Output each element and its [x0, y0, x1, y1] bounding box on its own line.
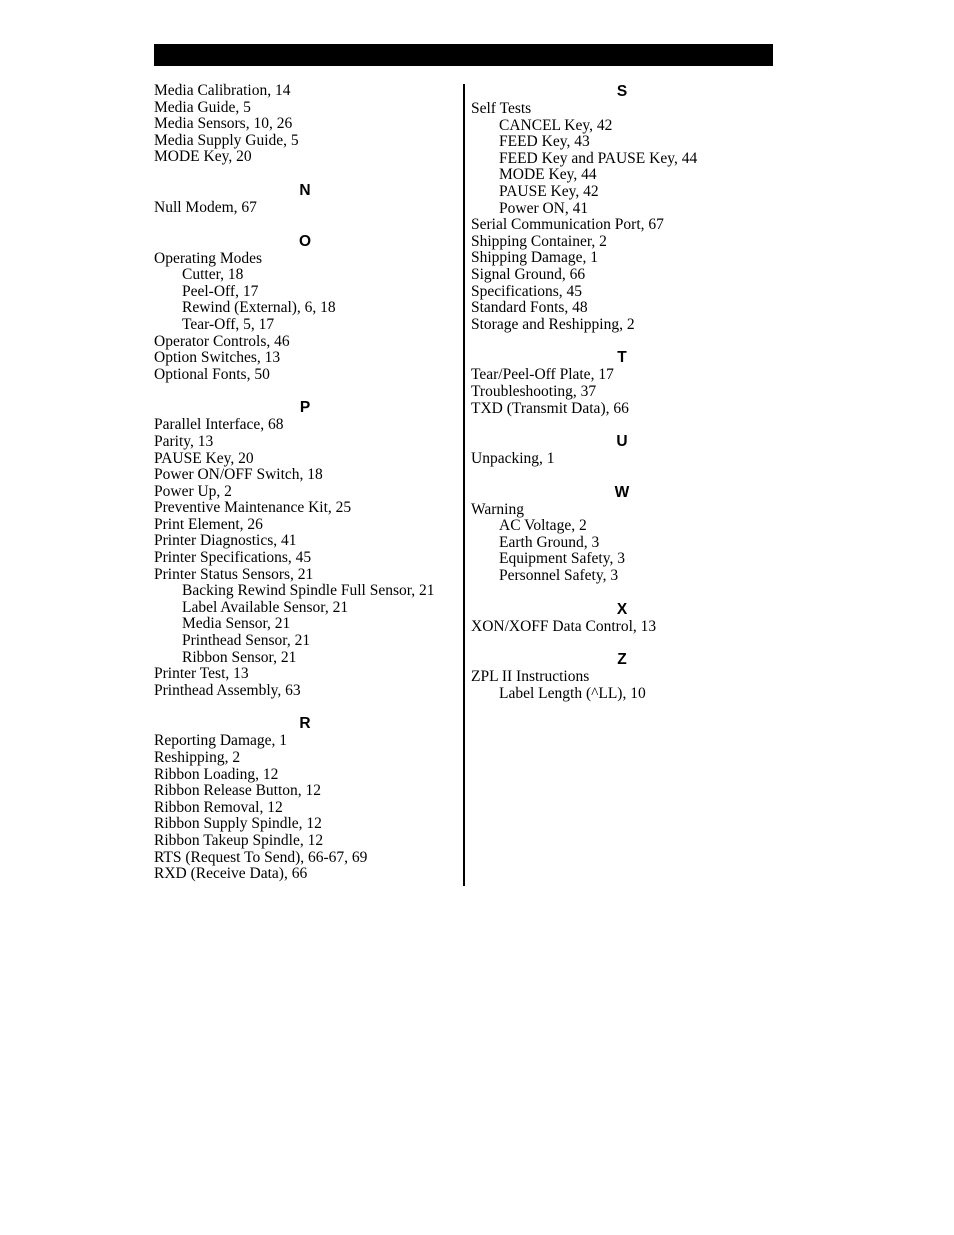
section-letter-z: Z	[617, 651, 627, 669]
index-subentry: Personnel Safety, 3	[499, 567, 619, 585]
index-entry: Reshipping, 2	[154, 749, 241, 766]
index-entry: Ribbon Removal, 12	[154, 798, 283, 816]
index-entry: Ribbon Takeup Spindle, 12	[154, 831, 324, 849]
index-entry: Preventive Maintenance Kit, 25	[154, 499, 352, 517]
index-entry: Standard Fonts, 48	[471, 299, 588, 317]
index-entry: Tear/Peel-Off Plate, 17	[471, 366, 614, 384]
section-letter-s: S	[616, 83, 628, 100]
index-entry: PAUSE Key, 20	[154, 449, 254, 467]
index-entry: Ribbon Release Button, 12	[154, 782, 322, 800]
index-entry: Ribbon Loading, 12	[154, 765, 279, 783]
index-subentry: PAUSE Key, 42	[499, 182, 599, 200]
section-gap	[154, 383, 466, 399]
index-subentry: CANCEL Key, 42	[499, 116, 613, 134]
index-subentry: Peel-Off, 17	[182, 282, 259, 300]
section-letter-r: R	[299, 715, 311, 733]
index-entry: MODE Key, 20	[154, 148, 252, 166]
index-entry: Media Guide, 5	[154, 98, 251, 116]
index-entry: Null Modem, 67	[154, 198, 257, 216]
index-entry: Reporting Damage, 1	[154, 732, 288, 750]
index-entry: Operating Modes	[154, 249, 263, 267]
index-entry: Printer Specifications, 45	[154, 549, 312, 567]
index-subentry: MODE Key, 44	[499, 166, 597, 184]
section-gap	[471, 333, 781, 349]
index-entry: Printer Test, 13	[154, 665, 249, 683]
index-entry: Parity, 13	[154, 432, 214, 450]
index-entry: Storage and Reshipping, 2	[471, 315, 635, 333]
section-letter-w: W	[614, 483, 630, 501]
index-subentry: Cutter, 18	[182, 266, 244, 284]
index-entry: Troubleshooting, 37	[471, 382, 597, 400]
section-gap	[471, 468, 781, 484]
section-letter-x: X	[616, 600, 628, 618]
index-subentry: FEED Key and PAUSE Key, 44	[499, 149, 698, 167]
index-entry: Power ON/OFF Switch, 18	[154, 466, 323, 484]
index-entry: RXD (Receive Data), 66	[154, 865, 308, 883]
index-subentry: Media Sensor, 21	[182, 615, 291, 633]
index-entry: Self Tests	[471, 100, 532, 117]
index-entry: Parallel Interface, 68	[154, 416, 284, 434]
section-gap	[154, 166, 466, 182]
index-entry: Ribbon Supply Spindle, 12	[154, 815, 322, 833]
index-entry: Media Supply Guide, 5	[154, 131, 299, 149]
index-subentry: Backing Rewind Spindle Full Sensor, 21	[182, 582, 435, 600]
index-entry: Unpacking, 1	[471, 450, 555, 468]
index-entry: Media Sensors, 10, 26	[154, 115, 293, 133]
index-entry: Specifications, 45	[471, 282, 583, 300]
index-entry: Serial Communication Port, 67	[471, 216, 664, 234]
index-entry: Print Element, 26	[154, 515, 263, 533]
index-subentry: Ribbon Sensor, 21	[182, 648, 297, 666]
index-entry: TXD (Transmit Data), 66	[471, 399, 629, 417]
index-column-left	[154, 83, 466, 883]
index-subentry: Rewind (External), 6, 18	[182, 299, 336, 317]
header-bar	[154, 44, 773, 66]
section-gap	[154, 699, 466, 715]
section-gap	[471, 417, 781, 433]
index-entry: Signal Ground, 66	[471, 265, 586, 283]
section-letter-p: P	[299, 399, 311, 417]
index-entry: Media Calibration, 14	[154, 82, 291, 99]
index-entry: Printer Status Sensors, 21	[154, 565, 314, 583]
section-letter-u: U	[616, 433, 628, 451]
index-entry: ZPL II Instructions	[471, 668, 590, 686]
index-subentry: Label Available Sensor, 21	[182, 598, 349, 616]
index-subentry: Earth Ground, 3	[499, 533, 600, 551]
index-entry: Option Switches, 13	[154, 349, 281, 367]
index-subentry: AC Voltage, 2	[499, 517, 587, 535]
index-entry: XON/XOFF Data Control, 13	[471, 617, 657, 635]
section-gap	[471, 635, 781, 651]
index-entry: RTS (Request To Send), 66-67, 69	[154, 848, 368, 866]
index-entry: Optional Fonts, 50	[154, 365, 270, 383]
index-subentry: Equipment Safety, 3	[499, 550, 625, 568]
index-subentry: Label Length (^LL), 10	[499, 684, 646, 702]
index-entry: Printhead Assembly, 63	[154, 681, 301, 699]
section-gap	[154, 217, 466, 233]
section-gap	[471, 585, 781, 601]
section-letter-n: N	[299, 181, 311, 199]
index-subentry: Printhead Sensor, 21	[182, 632, 311, 650]
index-subentry: FEED Key, 43	[499, 133, 590, 151]
index-subentry: Power ON, 41	[499, 199, 589, 217]
section-letter-t: T	[617, 349, 627, 367]
index-entry: Printer Diagnostics, 41	[154, 532, 297, 550]
index-entry: Warning	[471, 500, 524, 518]
index-subentry: Tear-Off, 5, 17	[182, 315, 275, 333]
index-column-right	[471, 83, 781, 702]
index-entry: Shipping Damage, 1	[471, 249, 598, 267]
section-letter-o: O	[298, 232, 312, 250]
index-entry: Shipping Container, 2	[471, 232, 607, 250]
index-entry: Power Up, 2	[154, 482, 232, 500]
index-entry: Operator Controls, 46	[154, 332, 290, 350]
